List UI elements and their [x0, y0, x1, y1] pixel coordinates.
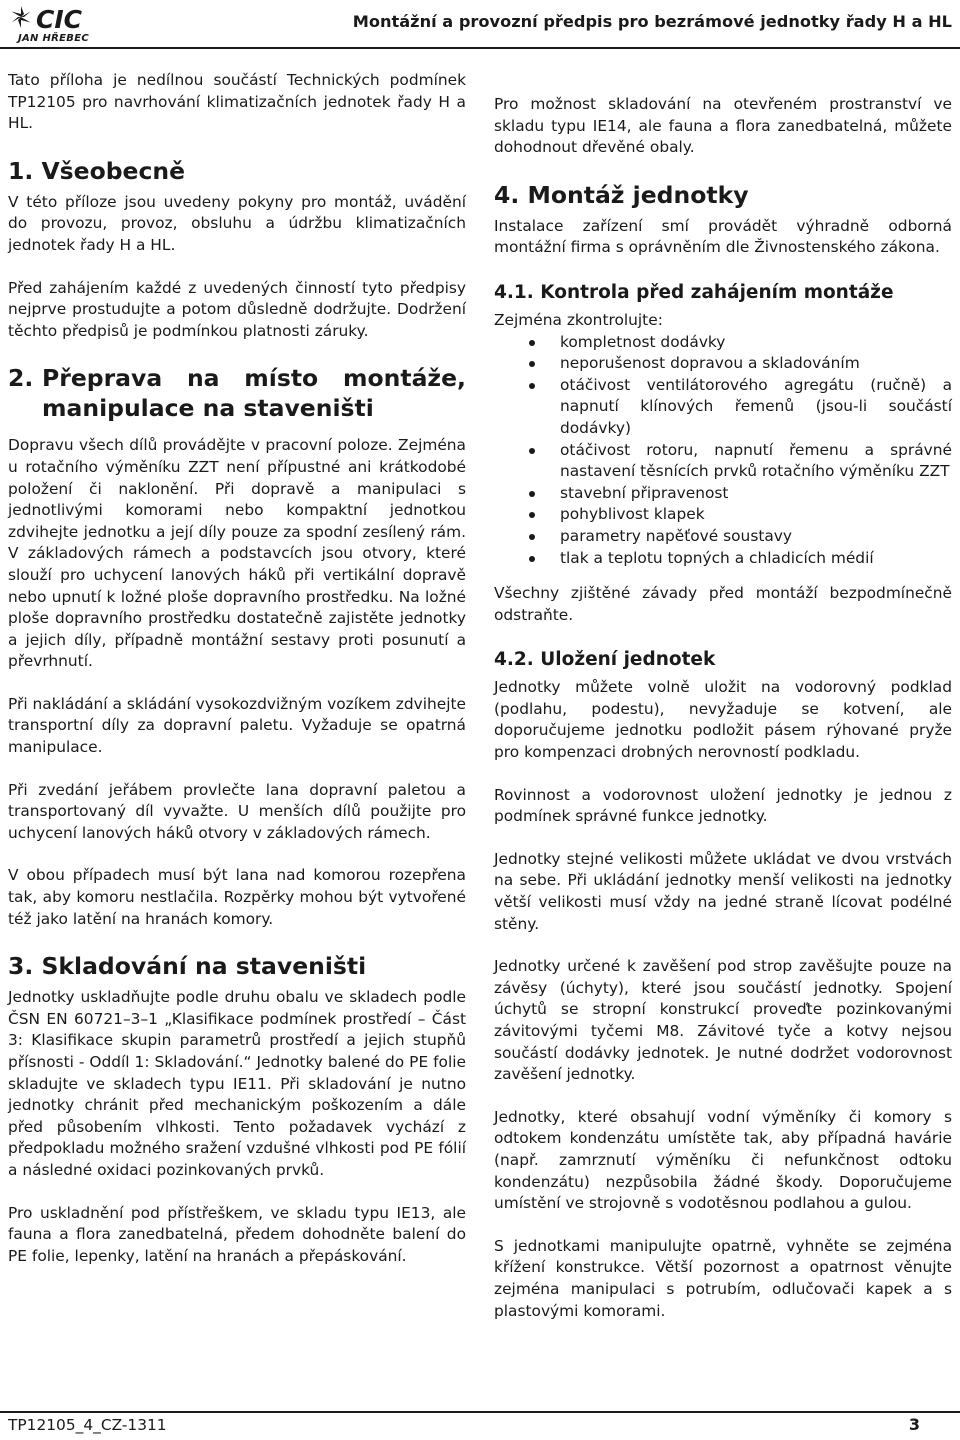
section-4-2-heading: 4.2. Uložení jednotek	[494, 649, 716, 671]
logo-subtext: JAN HŘEBEC	[18, 33, 90, 44]
list-item: kompletnost dodávky	[494, 332, 952, 354]
section-2-word: montáže,	[342, 364, 466, 393]
section-1-heading: 1. Všeobecně	[8, 156, 186, 185]
section-3-paragraph-2: Pro uskladnění pod přístřeškem, ve skladu typu IE13, ale fauna a flora zanedbatelná, předem dohodněte balení do PE folie, lepenky, latění na hranách a přepáskování.	[8, 1203, 466, 1265]
list-item: neporušenost dopravou a skladováním	[494, 353, 952, 375]
logo-text: CIC	[36, 5, 82, 34]
document-title: Montážní a provozní předpis pro bezrámové jednotky řady H a HL	[352, 12, 952, 31]
checklist	[494, 332, 952, 570]
section-4-2-paragraph-6: S jednotkami manipulujte opatrně, vyhněte se zejména křížení konstrukce. Větší pozornost a opatrnost věnujte zejména manipulaci s potrubím, odlučovači kapek a s plastovými komorami.	[494, 1236, 952, 1320]
header-divider	[0, 47, 960, 49]
section-2-word: místo	[244, 364, 319, 393]
section-4-paragraph-1: Instalace zařízení smí provádět výhradně odborná montážní firma s oprávněním dle Živnostenského zákona.	[494, 216, 952, 257]
section-3-heading: 3. Skladování na staveništi	[8, 952, 367, 981]
page-number: 3	[908, 1415, 920, 1434]
intro-paragraph: Tato příloha je nedílnou součástí Technických podmínek TP12105 pro navrhování klimatizačních jednotek řady H a HL.	[8, 71, 466, 133]
cic-logo-mark	[8, 4, 108, 34]
section-4-2-paragraph-2: Rovinnost a vodorovnost uložení jednotky je jednou z podmínek správné funkce jednotky.	[494, 785, 952, 826]
section-2-paragraph-2: Při nakládání a skládání vysokozdvižným vozíkem zdvihejte transportní díly za dopravní paletu. Vyžaduje se opatrná manipulace.	[8, 694, 466, 757]
section-4-1-paragraph-2: Všechny zjištěné závady před montáží bezpodmínečně odstraňte.	[494, 584, 952, 624]
section-4-2-paragraph-5: Jednotky, které obsahují vodní výměníky či komory s odtokem kondenzátu umístěte tak, aby případná havárie (např. zamrznutí výměníku či nefunkčnost odtoku kondenzátu) nezpůsobila žádné škody. Doporučujeme umístění ve strojovně s vodotěsnou podlahou a gulou.	[494, 1107, 952, 1213]
company-logo	[8, 4, 108, 44]
section-4-1-heading: 4.1. Kontrola před zahájením montáže	[494, 281, 894, 303]
list-item: pohyblivost klapek	[494, 504, 952, 526]
section-2-paragraph-4: V obou případech musí být lana nad komorou rozepřena tak, aby komoru nestlačila. Rozpěrky mohou být vytvořené též jako latění na hranách komory.	[8, 866, 466, 928]
section-1-paragraph-2: Před zahájením každé z uvedených činností tyto předpisy nejprve prostudujte a potom důsledně dodržujte. Dodržení těchto předpisů je podmínkou platnosti záruky.	[8, 278, 466, 340]
list-item: otáčivost rotoru, napnutí řemenu a správné nastavení těsnících prvků rotačního výměníku ZZT	[494, 440, 952, 483]
list-item: stavební připravenost	[494, 483, 952, 505]
storage-paragraph: Pro možnost skladování na otevřeném prostranství ve skladu typu IE14, ale fauna a flora zanedbatelná, můžete dohodnout dřevěné obaly.	[494, 95, 952, 157]
section-2-paragraph-1: Dopravu všech dílů provádějte v pracovní poloze. Zejména u rotačního výměníku ZZT není přípustné ani krátkodobé položení či naklonění. Při dopravě a manipulaci s jednotlivými komorami nebo kompaktní jednotkou zdvihejte jednotku a její díly pouze za spodní zesílený rám. V základových rámech a podstavcích jsou otvory, které slouží pro uchycení lanových háků při vertikální dopravě nebo upnutí k ložné ploše dopravního prostředku. Na ložné ploše dopravního prostředku dostatečně zajistěte jednotky a jejich díly, případně montážní sestavy proti posunutí a převrhnutí.	[8, 436, 466, 671]
section-4-2-paragraph-4: Jednotky určené k zavěšení pod strop zavěšujte pouze na závěsy (úchyty), které jsou součástí jednotky. Spojení úchytů se stropní konstrukcí proveďte pozinkovanými závitovými tyčemi M8. Závitové tyče a kotvy nejsou součástí dodávky jednotek. Je nutné dodržet vodorovnost zavěšení jednotky.	[494, 957, 952, 1084]
left-column	[8, 70, 466, 1267]
list-item: parametry napěťové soustavy	[494, 526, 952, 548]
section-3-paragraph-1: Jednotky uskladňujte podle druhu obalu ve skladech podle ČSN EN 60721–3–1 „Klasifikace podmínek prostředí – Část 3: Klasifikace skupin parametrů prostředí a jejich stupňů přísnosti - Oddíl 1: Skladování.“ Jednotky balené do PE folie skladujte ve skladech typu IE11. Při skladování je nutno jednotky chránit před mechanickým poškozením a dále před působením vlhkosti. Tento požadavek vychází z předpokladu možného sražení vzdušné vlhkosti pod PE fólií a následné oxidaci pozinkovaných prvků.	[8, 988, 466, 1179]
footer-divider	[0, 1411, 960, 1413]
section-2-paragraph-3: Při zvedání jeřábem provlečte lana dopravní paletou a transportovaný díl vyvažte. U menších dílů použijte pro uchycení lanových háků otvory v základových rámech.	[8, 780, 466, 842]
section-4-heading: 4. Montáž jednotky	[494, 180, 749, 209]
document-code: TP12105_4_CZ-1311	[8, 1416, 167, 1434]
page-header	[0, 0, 960, 48]
section-2-word: Přeprava	[42, 364, 163, 393]
section-4-2-paragraph-1: Jednotky můžete volně uložit na vodorovný podklad (podlahu, podestu), nevyžaduje se kotvení, ale doporučujeme jednotku podložit pásem rýhované pryže pro kompenzaci drobných nerovností podkladu.	[494, 678, 952, 762]
section-2-heading-line-2: manipulace na staveništi	[42, 394, 374, 423]
right-column	[494, 94, 952, 1322]
section-4-2-paragraph-3: Jednotky stejné velikosti můžete ukládat ve dvou vrstvách na sebe. Při ukládání jednotky menší velikosti na jednotky větší velikosti musí vždy na jedné straně lícovat podélné stěny.	[494, 849, 952, 933]
list-item: tlak a teplotu topných a chladicích médií	[494, 548, 952, 570]
section-2-heading	[8, 363, 466, 423]
section-4-1-intro: Zejména zkontrolujte:	[494, 310, 663, 329]
section-1-paragraph-1: V této příloze jsou uvedeny pokyny pro montáž, uvádění do provozu, provoz, obsluhu a údržbu klimatizačních jednotek řady H a HL.	[8, 192, 466, 254]
section-2-word: na	[186, 364, 220, 393]
list-item: otáčivost ventilátorového agregátu (ručně) a napnutí klínových řemenů (jsou-li součástí dodávky)	[494, 375, 952, 440]
section-2-number: 2.	[8, 364, 34, 393]
